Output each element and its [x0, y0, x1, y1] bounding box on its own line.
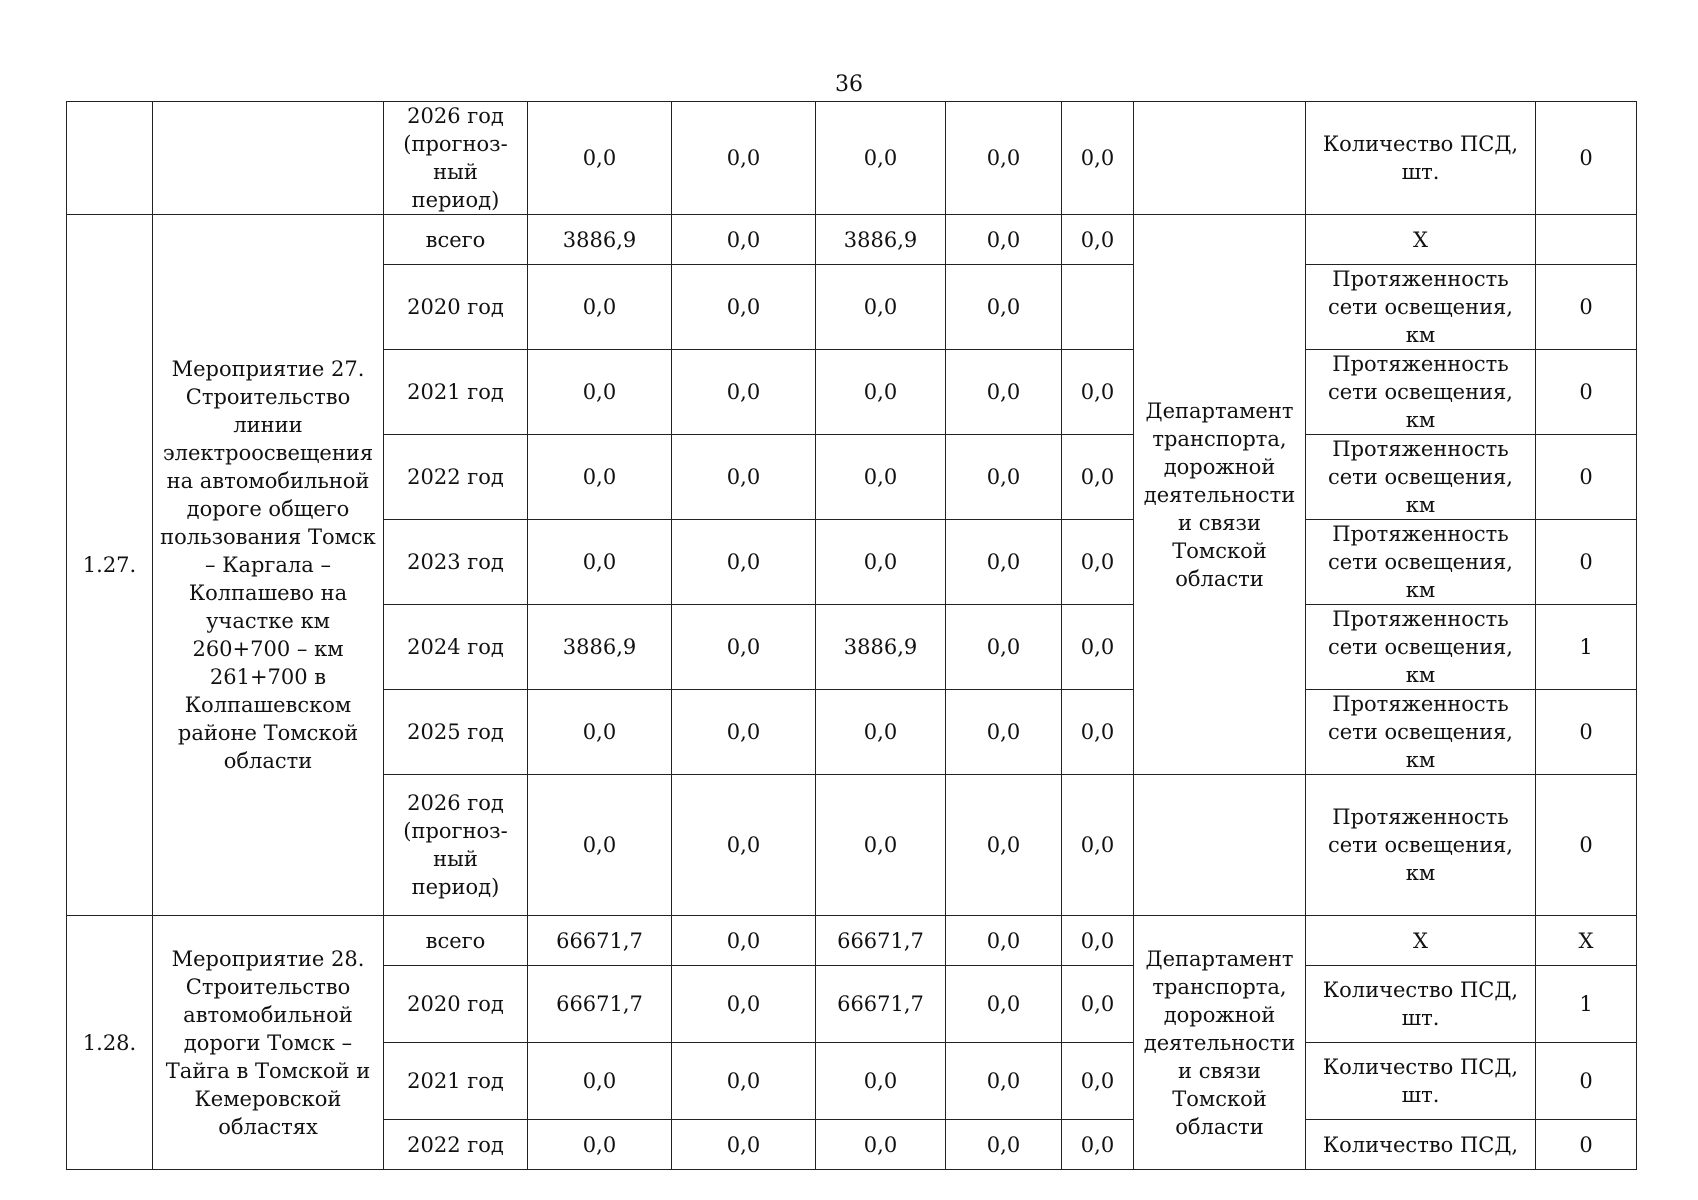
- activity-name-cell: [153, 102, 384, 215]
- indicator-cell: Количество ПСД,: [1306, 1120, 1536, 1170]
- amount-cell: 0,0: [946, 1043, 1062, 1120]
- table-row: [67, 102, 1637, 215]
- period-cell: 2022 год: [384, 435, 528, 520]
- amount-cell: 0,0: [816, 265, 946, 350]
- executor-cell: [1134, 102, 1306, 215]
- amount-cell: 0,0: [946, 775, 1062, 916]
- amount-cell: 0,0: [1062, 775, 1134, 916]
- indicator-cell: Протяженность сети освещения, км: [1306, 690, 1536, 775]
- indicator-cell: Х: [1306, 215, 1536, 265]
- total-amount-cell: 0,0: [528, 520, 672, 605]
- total-amount-cell: 0,0: [528, 265, 672, 350]
- period-cell: 2024 год: [384, 605, 528, 690]
- number-cell: [67, 102, 153, 215]
- amount-cell: 0,0: [946, 520, 1062, 605]
- amount-cell: 0,0: [1062, 966, 1134, 1043]
- amount-cell: 0,0: [672, 916, 816, 966]
- indicator-value-cell: 0: [1536, 350, 1637, 435]
- amount-cell: 0,0: [816, 520, 946, 605]
- period-cell: 2023 год: [384, 520, 528, 605]
- executor-cell: [1134, 775, 1306, 916]
- amount-cell: 0,0: [1062, 435, 1134, 520]
- amount-cell: 0,0: [672, 605, 816, 690]
- total-amount-cell: 3886,9: [528, 605, 672, 690]
- amount-cell: 0,0: [1062, 215, 1134, 265]
- amount-cell: 0,0: [672, 520, 816, 605]
- amount-cell: 0,0: [816, 690, 946, 775]
- indicator-cell: Количество ПСД, шт.: [1306, 966, 1536, 1043]
- page-number: 36: [835, 72, 863, 97]
- period-cell: 2022 год: [384, 1120, 528, 1170]
- amount-cell: 0,0: [946, 350, 1062, 435]
- amount-cell: 0,0: [1062, 690, 1134, 775]
- amount-cell: 0,0: [816, 1043, 946, 1120]
- executor-cell: Департамент транспорта, дорожной деятельности и связи Томской области: [1134, 215, 1306, 775]
- indicator-value-cell: 0: [1536, 1120, 1637, 1170]
- indicator-cell: Протяженность сети освещения, км: [1306, 775, 1536, 916]
- total-amount-cell: 0,0: [528, 435, 672, 520]
- program-activities-table: [66, 101, 1637, 1170]
- indicator-cell: Х: [1306, 916, 1536, 966]
- indicator-value-cell: 0: [1536, 520, 1637, 605]
- indicator-value-cell: 0: [1536, 775, 1637, 916]
- amount-cell: 0,0: [672, 435, 816, 520]
- indicator-cell: Протяженность сети освещения, км: [1306, 435, 1536, 520]
- amount-cell: 0,0: [946, 966, 1062, 1043]
- amount-cell: 0,0: [946, 1120, 1062, 1170]
- amount-cell: 0,0: [1062, 520, 1134, 605]
- amount-cell: 0,0: [672, 102, 816, 215]
- amount-cell: 0,0: [1062, 1120, 1134, 1170]
- total-amount-cell: 66671,7: [528, 966, 672, 1043]
- period-cell: 2021 год: [384, 350, 528, 435]
- period-cell: 2025 год: [384, 690, 528, 775]
- period-cell: 2026 год (прогноз-ный период): [384, 102, 528, 215]
- amount-cell: 0,0: [1062, 102, 1134, 215]
- amount-cell: 3886,9: [816, 605, 946, 690]
- total-amount-cell: 0,0: [528, 1120, 672, 1170]
- period-cell: всего: [384, 916, 528, 966]
- amount-cell: 0,0: [946, 102, 1062, 215]
- amount-cell: 0,0: [946, 435, 1062, 520]
- indicator-cell: Протяженность сети освещения, км: [1306, 265, 1536, 350]
- activity-name: Мероприятие 27. Строительство линии электроосвещения на автомобильной дороге общего пользования Томск – Каргала – Колпашево на участке км 260+700 – км 261+700 в Колпашевском районе Томской области: [153, 215, 384, 916]
- indicator-value-cell: 0: [1536, 435, 1637, 520]
- indicator-value-cell: [1536, 215, 1637, 265]
- period-cell: 2020 год: [384, 966, 528, 1043]
- amount-cell: 0,0: [672, 265, 816, 350]
- executor-cell: Департамент транспорта, дорожной деятельности и связи Томской области: [1134, 916, 1306, 1170]
- amount-cell: 0,0: [816, 1120, 946, 1170]
- period-cell: всего: [384, 215, 528, 265]
- indicator-cell: Количество ПСД, шт.: [1306, 1043, 1536, 1120]
- indicator-value-cell: 1: [1536, 605, 1637, 690]
- amount-cell: 0,0: [672, 1043, 816, 1120]
- period-cell: 2021 год: [384, 1043, 528, 1120]
- amount-cell: 0,0: [946, 916, 1062, 966]
- indicator-cell: Протяженность сети освещения, км: [1306, 350, 1536, 435]
- amount-cell: 0,0: [1062, 1043, 1134, 1120]
- table-row: [67, 916, 1637, 966]
- activity-number: 1.27.: [67, 215, 153, 916]
- indicator-value-cell: 0: [1536, 102, 1637, 215]
- period-cell: 2026 год (прогноз-ный период): [384, 775, 528, 916]
- indicator-cell: Протяженность сети освещения, км: [1306, 605, 1536, 690]
- period-cell: 2020 год: [384, 265, 528, 350]
- total-amount-cell: 0,0: [528, 350, 672, 435]
- indicator-value-cell: Х: [1536, 916, 1637, 966]
- amount-cell: 0,0: [816, 102, 946, 215]
- total-amount-cell: 0,0: [528, 690, 672, 775]
- amount-cell: 0,0: [816, 435, 946, 520]
- amount-cell: 0,0: [946, 265, 1062, 350]
- amount-cell: 0,0: [672, 1120, 816, 1170]
- indicator-cell: Протяженность сети освещения, км: [1306, 520, 1536, 605]
- amount-cell: 0,0: [946, 215, 1062, 265]
- amount-cell: 0,0: [672, 350, 816, 435]
- amount-cell: 0,0: [946, 690, 1062, 775]
- total-amount-cell: 0,0: [528, 1043, 672, 1120]
- indicator-value-cell: 0: [1536, 1043, 1637, 1120]
- amount-cell: 0,0: [672, 775, 816, 916]
- amount-cell: 0,0: [816, 350, 946, 435]
- amount-cell: 0,0: [946, 605, 1062, 690]
- total-amount-cell: 0,0: [528, 102, 672, 215]
- total-amount-cell: 3886,9: [528, 215, 672, 265]
- amount-cell: 66671,7: [816, 966, 946, 1043]
- table-row: [67, 215, 1637, 265]
- amount-cell: 0,0: [672, 966, 816, 1043]
- total-amount-cell: 0,0: [528, 775, 672, 916]
- indicator-value-cell: 0: [1536, 265, 1637, 350]
- amount-cell: 0,0: [1062, 916, 1134, 966]
- indicator-value-cell: 1: [1536, 966, 1637, 1043]
- total-amount-cell: 66671,7: [528, 916, 672, 966]
- amount-cell: 0,0: [672, 215, 816, 265]
- amount-cell: [1062, 265, 1134, 350]
- amount-cell: 3886,9: [816, 215, 946, 265]
- amount-cell: 0,0: [1062, 605, 1134, 690]
- activity-name: Мероприятие 28. Строительство автомобильной дороги Томск – Тайга в Томской и Кемеровской областях: [153, 916, 384, 1170]
- amount-cell: 66671,7: [816, 916, 946, 966]
- activity-number: 1.28.: [67, 916, 153, 1170]
- amount-cell: 0,0: [816, 775, 946, 916]
- indicator-cell: Количество ПСД, шт.: [1306, 102, 1536, 215]
- amount-cell: 0,0: [1062, 350, 1134, 435]
- indicator-value-cell: 0: [1536, 690, 1637, 775]
- amount-cell: 0,0: [672, 690, 816, 775]
